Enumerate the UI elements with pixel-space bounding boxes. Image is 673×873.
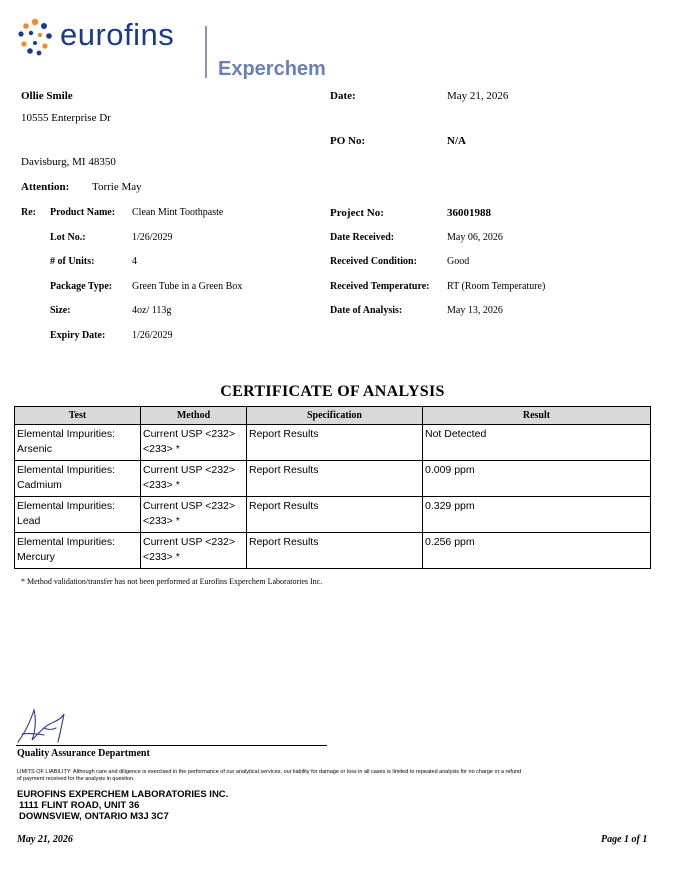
method-line2: <233> *: [143, 515, 180, 527]
method-cell: [141, 461, 247, 497]
product-name-label: Product Name:: [50, 207, 116, 218]
specification-cell: Report Results: [247, 425, 423, 461]
method-line1: Current USP <232>: [143, 464, 236, 476]
test-analyte: Lead: [17, 515, 41, 527]
company-city: DOWNSVIEW, ONTARIO M3J 3C7: [19, 811, 169, 822]
units-value: 4: [132, 256, 137, 267]
liability-line1: LIMITS OF LIABILITY: Although care and diligence is exercised in the performance of our analytical services, our liability for damage or loss in all cases is limited to repeated analysis for no charge or a refund: [17, 769, 522, 775]
result-cell: 0.256 ppm: [423, 533, 651, 569]
method-line2: <233> *: [143, 479, 180, 491]
package-type-value: Green Tube in a Green Box: [132, 281, 243, 292]
date-value: May 21, 2026: [447, 90, 509, 102]
test-name: Elemental Impurities:: [17, 428, 116, 440]
test-cell: [15, 425, 141, 461]
expiry-value: 1/26/2029: [132, 330, 173, 341]
product-name-value: Clean Mint Toothpaste: [132, 207, 224, 218]
client-address-line2: Davisburg, MI 48350: [21, 156, 116, 168]
size-value: 4oz/ 113g: [132, 305, 172, 316]
method-footnote: * Method validation/transfer has not been performed at Eurofins Experchem Laboratories Inc.: [21, 577, 323, 586]
received-condition-label: Received Condition:: [330, 256, 417, 267]
po-value: N/A: [447, 135, 466, 147]
signature-line: [16, 745, 327, 746]
liability-line2: of payment received for the analysis in question.: [17, 776, 135, 782]
test-cell: [15, 461, 141, 497]
project-no-value: 36001988: [447, 207, 491, 219]
project-no-label: Project No:: [330, 207, 384, 219]
test-analyte: Mercury: [17, 551, 55, 563]
sub-brand-name: Experchem: [218, 58, 326, 80]
column-header-result: Result: [423, 407, 651, 425]
qa-department-label: Quality Assurance Department: [17, 748, 150, 759]
client-name: Ollie Smile: [21, 90, 73, 102]
method-line1: Current USP <232>: [143, 536, 236, 548]
method-line1: Current USP <232>: [143, 428, 236, 440]
specification-cell: Report Results: [247, 461, 423, 497]
column-header-method: Method: [141, 407, 247, 425]
client-address-line1: 10555 Enterprise Dr: [21, 112, 111, 124]
liability-notice: [17, 769, 521, 783]
attention-value: Torrie May: [92, 181, 142, 193]
re-label: Re:: [21, 207, 36, 218]
lot-value: 1/26/2029: [132, 232, 173, 243]
size-label: Size:: [50, 305, 71, 316]
specification-cell: Report Results: [247, 533, 423, 569]
method-cell: [141, 425, 247, 461]
table-row: [15, 425, 651, 461]
test-cell: [15, 533, 141, 569]
date-received-value: May 06, 2026: [447, 232, 503, 243]
package-type-label: Package Type:: [50, 281, 113, 292]
method-line2: <233> *: [143, 443, 180, 455]
result-cell: Not Detected: [423, 425, 651, 461]
table-row: [15, 461, 651, 497]
received-temperature-label: Received Temperature:: [330, 281, 430, 292]
lot-label: Lot No.:: [50, 232, 86, 243]
specification-cell: Report Results: [247, 497, 423, 533]
logo-divider: [205, 26, 207, 78]
signature-image: [14, 704, 74, 746]
column-header-test: Test: [15, 407, 141, 425]
table-header-row: [15, 407, 651, 425]
eurofins-dots-icon: [15, 17, 55, 57]
test-analyte: Arsenic: [17, 443, 53, 455]
expiry-label: Expiry Date:: [50, 330, 106, 341]
table-row: [15, 533, 651, 569]
method-line2: <233> *: [143, 551, 180, 563]
result-cell: 0.329 ppm: [423, 497, 651, 533]
test-cell: [15, 497, 141, 533]
page-number: Page 1 of 1: [601, 834, 648, 845]
table-row: [15, 497, 651, 533]
method-line1: Current USP <232>: [143, 500, 236, 512]
column-header-specification: Specification: [247, 407, 423, 425]
method-cell: [141, 497, 247, 533]
results-table: [14, 406, 651, 569]
brand-name: eurofins: [60, 17, 175, 52]
company-name: EUROFINS EXPERCHEM LABORATORIES INC.: [17, 789, 229, 800]
date-of-analysis-value: May 13, 2026: [447, 305, 503, 316]
po-label: PO No:: [330, 135, 366, 147]
test-name: Elemental Impurities:: [17, 536, 116, 548]
units-label: # of Units:: [50, 256, 95, 267]
received-condition-value: Good: [447, 256, 470, 267]
date-received-label: Date Received:: [330, 232, 395, 243]
company-street: 1111 FLINT ROAD, UNIT 36: [19, 800, 140, 811]
test-analyte: Cadmium: [17, 479, 62, 491]
date-label: Date:: [330, 90, 356, 102]
test-name: Elemental Impurities:: [17, 500, 116, 512]
date-of-analysis-label: Date of Analysis:: [330, 305, 403, 316]
result-cell: 0.009 ppm: [423, 461, 651, 497]
footer-date: May 21, 2026: [17, 834, 73, 845]
certificate-title: CERTIFICATE OF ANALYSIS: [220, 383, 445, 400]
method-cell: [141, 533, 247, 569]
attention-label: Attention:: [21, 181, 70, 193]
received-temperature-value: RT (Room Temperature): [447, 281, 546, 292]
test-name: Elemental Impurities:: [17, 464, 116, 476]
